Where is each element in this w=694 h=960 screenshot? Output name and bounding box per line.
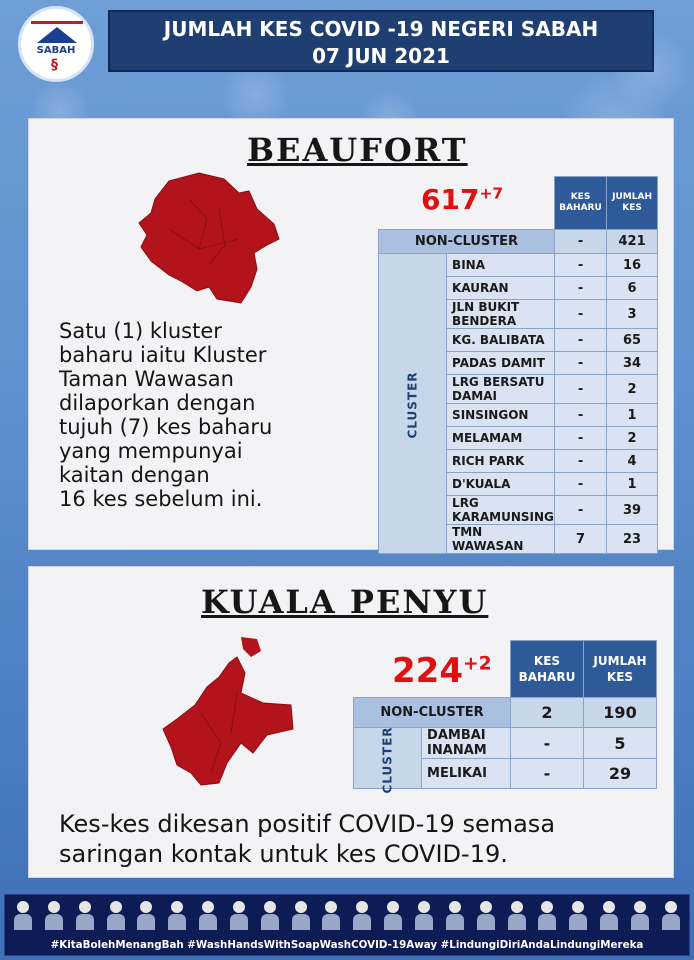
cluster-total: 39	[607, 496, 658, 525]
person-icon	[568, 899, 588, 931]
person-icon	[106, 899, 126, 931]
note-line: Satu (1) kluster	[59, 319, 222, 343]
cluster-total: 4	[607, 450, 658, 473]
cluster-name: SINSINGON	[447, 404, 555, 427]
cluster-name: MELAMAM	[447, 427, 555, 450]
cluster-total: 1	[607, 404, 658, 427]
cluster-new: -	[554, 300, 606, 329]
cluster-name: RICH PARK	[447, 450, 555, 473]
beaufort-note	[59, 319, 272, 511]
cluster-total: 2	[607, 427, 658, 450]
kuala-penyu-table	[353, 640, 657, 794]
cluster-label: CLUSTER	[405, 371, 420, 439]
note-line: Taman Wawasan	[59, 367, 234, 391]
person-icon	[383, 899, 403, 931]
note-line: 16 kes sebelum ini.	[59, 487, 263, 511]
kuala-penyu-note	[59, 809, 555, 869]
district-title: BEAUFORT	[247, 131, 468, 169]
cluster-label: CLUSTER	[380, 725, 395, 794]
cluster-new: -	[554, 254, 606, 277]
cluster-total: 1	[607, 473, 658, 496]
noncluster-label: NON-CLUSTER	[354, 698, 511, 728]
cluster-total: 16	[607, 254, 658, 277]
col-header-new: KES BAHARU	[554, 177, 606, 230]
note-line: baharu iaitu Kluster	[59, 343, 267, 367]
sabah-logo: SABAH §	[18, 6, 94, 82]
note-line: Kes-kes dikesan positif COVID-19 semasa	[59, 810, 556, 838]
cluster-total: 34	[607, 352, 658, 375]
cluster-name: DAMBAI INANAM	[422, 728, 511, 759]
person-icon	[13, 899, 33, 931]
hashtag-banner	[4, 894, 690, 956]
person-icon	[291, 899, 311, 931]
person-icon	[630, 899, 650, 931]
total-cases: 617	[421, 183, 480, 216]
cluster-total: 65	[607, 329, 658, 352]
cluster-name: PADAS DAMIT	[447, 352, 555, 375]
table-row	[379, 230, 658, 254]
cluster-name: LRG KARAMUNSING	[447, 496, 555, 525]
cluster-new: -	[554, 375, 606, 404]
person-icon	[507, 899, 527, 931]
district-title: KUALA PENYU	[201, 583, 489, 621]
person-icon	[75, 899, 95, 931]
cluster-new: 7	[554, 525, 606, 554]
table-row	[379, 254, 658, 277]
cluster-total: 23	[607, 525, 658, 554]
col-header-total: JUMLAH KES	[607, 177, 658, 230]
cluster-new: -	[554, 352, 606, 375]
cluster-new: -	[554, 277, 606, 300]
new-cases: +2	[462, 653, 492, 675]
person-icon	[198, 899, 218, 931]
cluster-name: JLN BUKIT BENDERA	[447, 300, 555, 329]
note-line: kaitan dengan	[59, 463, 210, 487]
total-cases: 224	[392, 651, 463, 691]
page-title	[108, 10, 654, 72]
title-line1: JUMLAH KES COVID -19 NEGERI SABAH	[163, 17, 599, 41]
cluster-new: -	[554, 496, 606, 525]
cluster-new: -	[554, 404, 606, 427]
cluster-name: BINA	[447, 254, 555, 277]
cluster-total: 6	[607, 277, 658, 300]
cluster-new: -	[554, 329, 606, 352]
frontliner-figures	[13, 899, 681, 933]
table-row	[354, 728, 657, 759]
person-icon	[537, 899, 557, 931]
cluster-name: LRG BERSATU DAMAI	[447, 375, 555, 404]
cluster-name: KAURAN	[447, 277, 555, 300]
person-icon	[352, 899, 372, 931]
person-icon	[445, 899, 465, 931]
cluster-name: D'KUALA	[447, 473, 555, 496]
col-header-total: JUMLAH KES	[584, 641, 657, 698]
noncluster-total: 190	[584, 698, 657, 728]
logo-text: SABAH	[36, 45, 76, 56]
note-line: tujuh (7) kes baharu	[59, 415, 273, 439]
person-icon	[260, 899, 280, 931]
noncluster-new: -	[554, 230, 606, 254]
noncluster-total: 421	[607, 230, 658, 254]
cluster-name: MELIKAI	[422, 759, 511, 789]
person-icon	[661, 899, 681, 931]
table-row	[354, 698, 657, 728]
cluster-total: 29	[584, 759, 657, 789]
cluster-total: 2	[607, 375, 658, 404]
person-icon	[476, 899, 496, 931]
cluster-new: -	[511, 759, 584, 789]
title-date: 07 JUN 2021	[312, 44, 450, 68]
person-icon	[44, 899, 64, 931]
cluster-new: -	[554, 427, 606, 450]
cluster-new: -	[554, 473, 606, 496]
cluster-total: 5	[584, 728, 657, 759]
kuala-penyu-map	[141, 633, 311, 793]
person-icon	[167, 899, 187, 931]
kuala-penyu-panel	[28, 566, 674, 878]
person-icon	[229, 899, 249, 931]
cluster-total: 3	[607, 300, 658, 329]
cluster-new: -	[554, 450, 606, 473]
noncluster-label: NON-CLUSTER	[379, 230, 555, 254]
cluster-side-label	[354, 725, 422, 794]
cluster-name: TMN WAWASAN	[447, 525, 555, 554]
note-line: yang mempunyai	[59, 439, 243, 463]
person-icon	[321, 899, 341, 931]
col-header-new: KES BAHARU	[511, 641, 584, 698]
note-line: saringan kontak untuk kes COVID-19.	[59, 840, 508, 868]
note-line: dilaporkan dengan	[59, 391, 256, 415]
cluster-name: KG. BALIBATA	[447, 329, 555, 352]
cluster-new: -	[511, 728, 584, 759]
new-cases: +7	[479, 184, 504, 203]
beaufort-map	[129, 169, 299, 309]
beaufort-panel	[28, 118, 674, 553]
beaufort-table	[378, 176, 658, 554]
person-icon	[136, 899, 156, 931]
person-icon	[599, 899, 619, 931]
hashtags: #KitaBolehMenangBah #WashHandsWithSoapWashCOVID-19Away #LindungiDiriAndaLindungiMereka	[50, 939, 644, 951]
noncluster-new: 2	[511, 698, 584, 728]
cluster-side-label	[379, 254, 447, 554]
mountain-icon	[37, 27, 77, 43]
person-icon	[414, 899, 434, 931]
